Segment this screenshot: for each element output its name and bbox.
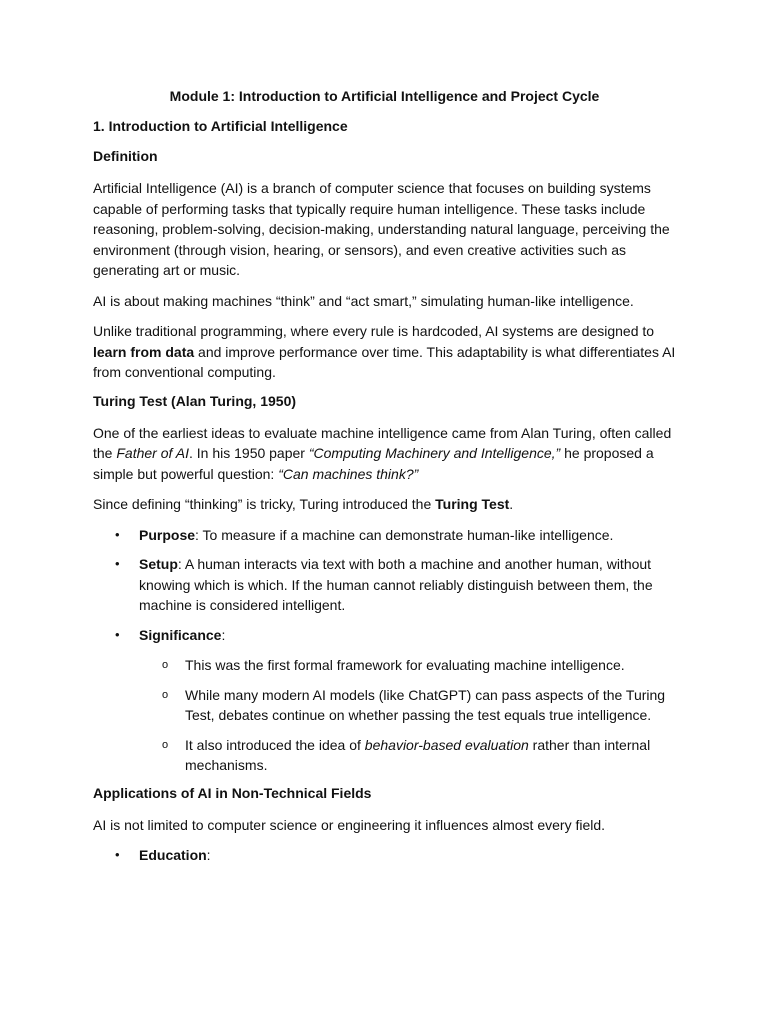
definition-paragraph-1: Artificial Intelligence (AI) is a branch of computer science that focuses on building systems capable of performing tasks that typically require human intelligence. These tasks include reasoning, problem-solving, decision-making, understanding natural language, perceiving the environment (through vision, hearing, or sensors), and even creative activities such as generating art or music.	[93, 180, 670, 278]
turing-test-heading: Turing Test (Alan Turing, 1950)	[93, 392, 297, 409]
list-item-label: Purpose	[139, 526, 196, 543]
circle-bullet-icon: o	[162, 688, 169, 701]
bullet-icon: •	[115, 556, 120, 571]
italic-phrase: “Can machines think?”	[278, 465, 419, 482]
document-title: Module 1: Introduction to Artificial Intelligence and Project Cycle	[169, 88, 600, 104]
list-item-setup	[93, 554, 676, 616]
list-item-label: Setup	[139, 556, 178, 572]
italic-phrase: behavior-based evaluation	[364, 736, 529, 753]
list-item-education	[93, 845, 676, 866]
paragraph-text: One of the earliest ideas to evaluate machine intelligence came from Alan Turing, often called the	[93, 424, 672, 461]
paragraph-text: .	[509, 496, 514, 512]
definition-heading: Definition	[93, 148, 158, 164]
list-item-label: Education	[139, 847, 207, 863]
definition-paragraph-2: AI is about making machines “think” and “act smart,” simulating human-like intelligence.	[93, 292, 634, 309]
applications-heading: Applications of AI in Non-Technical Fields	[93, 784, 372, 801]
sub-item-text: While many modern AI models (like ChatGPT) can pass aspects of the Turing Test, debates continue on whether passing the test equals true intelligence.	[185, 686, 666, 723]
circle-bullet-icon: o	[162, 659, 169, 671]
paragraph-text: Since defining “thinking” is tricky, Turing introduced the	[93, 496, 436, 512]
sub-item-text: This was the first formal framework for evaluating machine intelligence.	[185, 657, 625, 673]
turing-paragraph-2	[93, 494, 676, 515]
list-item-text: : To measure if a machine can demonstrate human-like intelligence.	[195, 526, 614, 543]
sub-item-text: It also introduced the idea of	[185, 736, 365, 753]
italic-phrase: Father of AI	[116, 445, 189, 461]
list-item-label: Significance	[139, 626, 222, 643]
turing-bullet-list	[93, 525, 676, 646]
italic-phrase: “Computing Machinery and Intelligence,”	[308, 445, 561, 461]
bullet-icon: •	[115, 626, 120, 642]
list-item-text: :	[206, 847, 211, 863]
bullet-icon: •	[115, 526, 120, 542]
bold-phrase: learn from data	[93, 343, 195, 360]
applications-bullet-list	[93, 845, 676, 866]
bullet-icon: •	[115, 847, 120, 862]
sub-list-item	[93, 685, 676, 726]
paragraph-text: and improve performance over time. This adaptability is what differentiates AI from conventional computing.	[93, 343, 676, 380]
paragraph-text: Unlike traditional programming, where every rule is hardcoded, AI systems are designed to	[93, 323, 655, 339]
sub-item-text: rather than internal mechanisms.	[185, 736, 651, 773]
list-item-text: : A human interacts via text with both a machine and another human, without knowing which is which. If the human cannot reliably distinguish between them, the machine is considered intelligent.	[139, 556, 653, 613]
sub-list-item	[93, 655, 676, 676]
list-item-text: :	[221, 626, 226, 643]
sub-list-item	[93, 735, 676, 776]
paragraph-text: he proposed a simple but powerful question:	[93, 445, 654, 482]
list-item-significance	[93, 625, 676, 646]
definition-paragraph-3	[93, 321, 676, 383]
bold-phrase: Turing Test	[435, 496, 510, 512]
section-heading-intro: 1. Introduction to Artificial Intelligence	[93, 118, 348, 134]
circle-bullet-icon: o	[162, 738, 169, 751]
paragraph-text: . In his 1950 paper	[188, 445, 309, 461]
turing-paragraph-1	[93, 423, 676, 485]
significance-sub-list	[93, 655, 676, 776]
applications-paragraph: AI is not limited to computer science or engineering it influences almost every field.	[93, 816, 606, 833]
list-item-purpose	[93, 525, 676, 546]
